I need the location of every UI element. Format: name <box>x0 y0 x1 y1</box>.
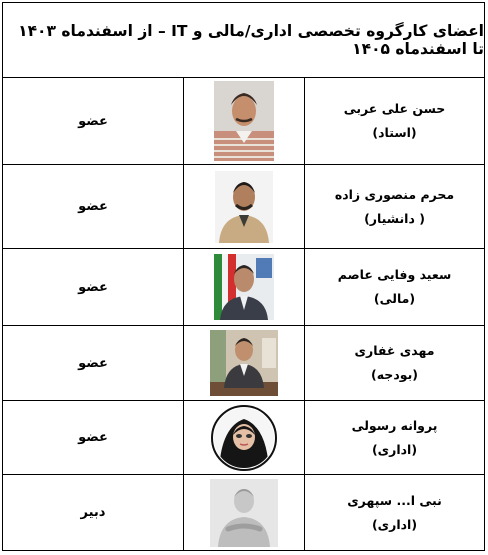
table-row <box>3 401 484 475</box>
member-name: پروانه رسولی <box>351 417 438 433</box>
member-photo-cell <box>184 326 305 400</box>
member-photo-cell <box>184 401 305 474</box>
member-photo-cell <box>184 475 305 550</box>
member-name-cell <box>305 401 484 474</box>
member-position: ( دانشیار) <box>364 210 425 226</box>
table-row <box>3 475 484 550</box>
member-position: (مالی) <box>373 291 416 306</box>
table-title: اعضای کارگروه تخصصی اداری/مالی و IT – از اسفندماه ۱۴۰۳ تا اسفندماه ۱۴۰۵ <box>3 3 484 78</box>
member-name: محرم منصوری زاده <box>334 186 455 202</box>
member-name-cell <box>305 249 484 325</box>
table-row <box>3 326 484 401</box>
member-photo-cell <box>184 78 305 164</box>
member-role: عضو <box>3 78 184 164</box>
member-role: دبیر <box>3 475 184 550</box>
man-portrait-photo <box>214 81 274 161</box>
member-position: (بودجه) <box>371 367 418 382</box>
man-portrait-photo <box>214 254 274 320</box>
member-position: (اداری) <box>371 516 418 532</box>
member-name: مهدی غفاری <box>354 343 435 358</box>
member-photo-cell <box>184 249 305 325</box>
member-photo-cell <box>184 165 305 248</box>
member-name-cell <box>305 326 484 400</box>
member-name-cell <box>305 475 484 550</box>
member-position: (اداری) <box>371 441 418 457</box>
member-role: عضو <box>3 326 184 400</box>
table-row <box>3 165 484 249</box>
member-role: عضو <box>3 165 184 248</box>
member-name: نبی ا... سپهری <box>347 492 442 508</box>
member-name: حسن علی عربی <box>343 101 446 116</box>
member-position: (استاد) <box>372 125 417 140</box>
table-row <box>3 249 484 326</box>
placeholder-avatar-icon <box>210 479 278 547</box>
table-row <box>3 78 484 165</box>
members-table <box>2 2 485 551</box>
member-name: سعید وفایی عاصم <box>337 267 452 282</box>
woman-portrait-photo <box>211 405 277 471</box>
member-role: عضو <box>3 401 184 474</box>
member-name-cell <box>305 78 484 164</box>
member-name-cell <box>305 165 484 248</box>
man-portrait-photo <box>210 330 278 396</box>
man-portrait-photo <box>215 171 273 243</box>
member-role: عضو <box>3 249 184 325</box>
